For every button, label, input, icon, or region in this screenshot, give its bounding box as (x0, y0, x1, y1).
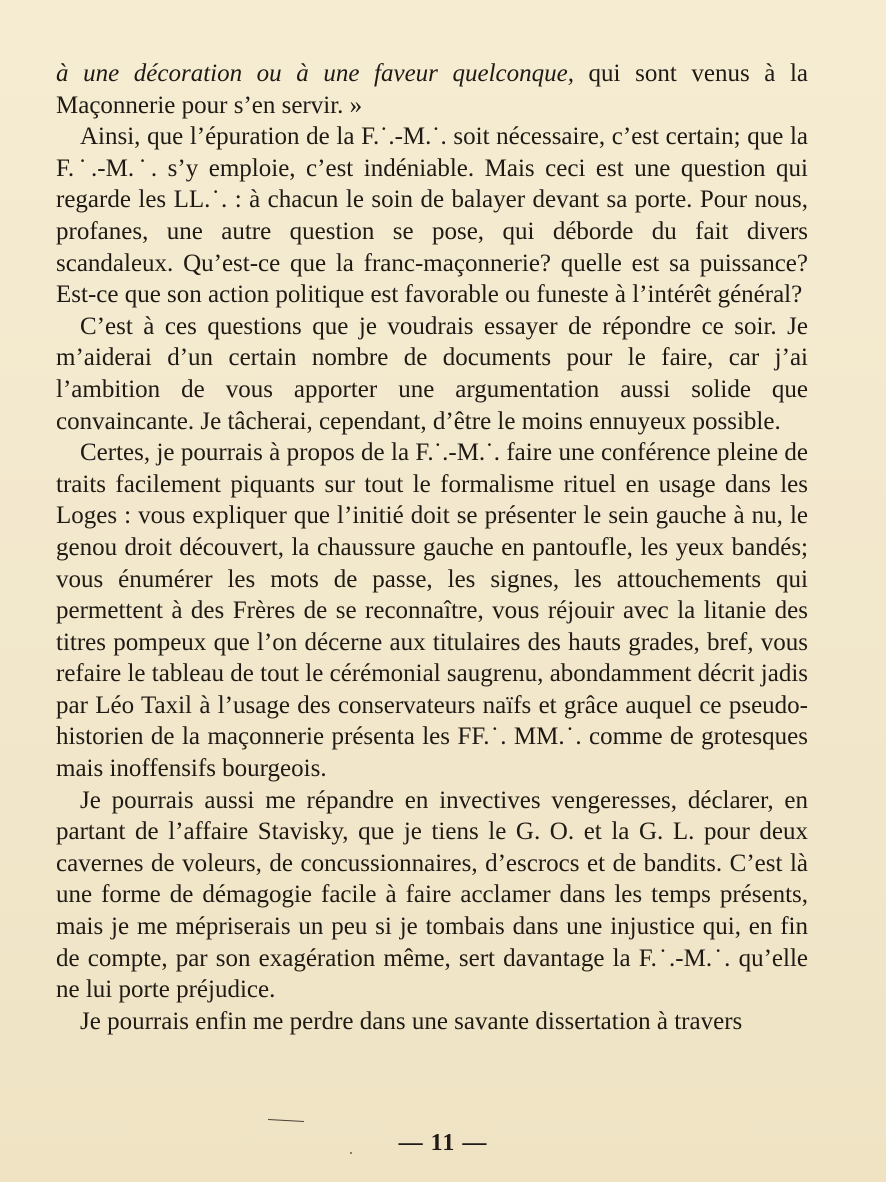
paragraph-formalisme: Certes, je pourrais à propos de la F.˙.-M.˙. faire une conférence pleine de traits facilement piquants sur tout le formalisme rituel en usage dans les Loges : vous expliquer que l’initié doit se présenter le sein gauche à nu, le genou droit découvert, la chaussure gauche en pantoufle, les yeux bandés; vous énumérer les mots de passe, les signes, les attouchements qui permettent à des Frères de se reconnaître, vous réjouir avec la litanie des titres pompeux que l’on décerne aux titulaires des hauts grades, bref, vous refaire le tableau de tout le cérémonial saugrenu, abondamment décrit jadis par Léo Taxil à l’usage des conservateurs naïfs et grâce auquel ce pseudo-historien de la maçonnerie présenta les FF.˙. MM.˙. comme de grotesques mais inoffensifs bourgeois. (56, 439, 808, 783)
ink-mark (268, 1119, 304, 1122)
paragraph-questions: C’est à ces questions que je voudrais essayer de répondre ce soir. Je m’aiderai d’un certain nombre de documents pour le faire, car j’ai l’ambition de vous apporter une argumentation aussi solide que convaincante. Je tâcherai, cependant, d’être le moins ennuyeux possible. (56, 312, 808, 435)
paragraph-continuation (56, 58, 808, 121)
paragraph-dissertation: Je pourrais enfin me perdre dans une savante dissertation à travers (80, 1007, 743, 1035)
paragraph-text: qui sont venus à la Maçonnerie pour s’en servir. » (56, 60, 808, 119)
body-text (56, 58, 808, 1037)
paragraph-invectives: Je pourrais aussi me répandre en invectives vengeresses, déclarer, en partant de l’affaire Stavisky, que je tiens le G. O. et la G. L. pour deux cavernes de voleurs, de concussionnaires, d’escrocs et de bandits. C’est là une forme de démagogie facile à faire acclamer dans les temps présents, mais je me mépriserais un peu si je tombais dans une injustice qui, en fin de compte, par son exagération même, sert davantage la F.˙.-M.˙. qu’elle ne lui porte préjudice. (56, 786, 808, 1004)
page-number: — 11 — (398, 1130, 488, 1156)
italic-quote-fragment: à une décoration ou à une faveur quelconque, (56, 60, 574, 87)
ink-speck (350, 1152, 352, 1154)
paragraph-epuration: Ainsi, que l’épuration de la F.˙.-M.˙. soit nécessaire, c’est certain; que la F.˙.-M.˙. s’y emploie, c’est indéniable. Mais ceci est une question qui regarde les LL.˙. : à chacun le soin de balayer devant sa porte. Pour nous, profanes, une autre question se pose, qui déborde du fait divers scandaleux. Qu’est-ce que la franc-maçonnerie? quelle est sa puissance? Est-ce que son action politique est favorable ou funeste à l’intérêt général? (56, 123, 808, 309)
